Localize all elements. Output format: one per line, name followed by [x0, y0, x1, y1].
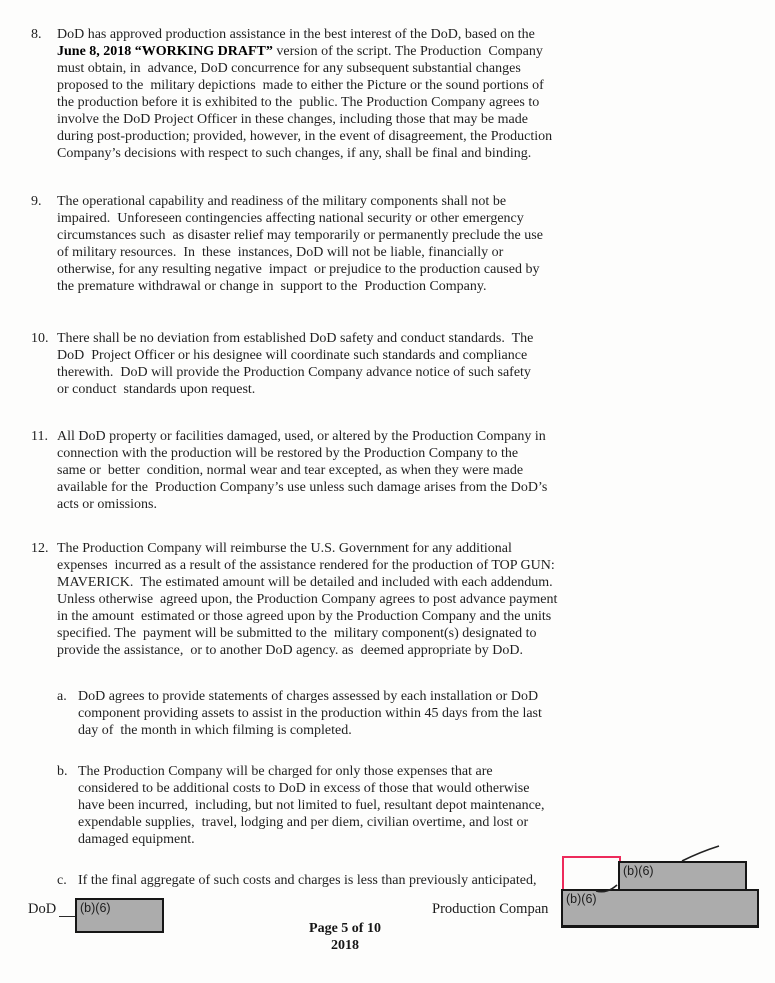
paragraph-line: connection with the production will be restored by the Production Company to the [57, 446, 519, 461]
redaction-exemption-label: (b)(6) [80, 901, 111, 915]
paragraph-marker: 12. [31, 541, 49, 556]
paragraph-line: otherwise, for any resulting negative impact or prejudice to the production caused by [57, 262, 540, 277]
paragraph-marker: 10. [31, 331, 49, 346]
paragraph-line: The Production Company will be charged for only those expenses that are [78, 764, 493, 779]
dod-signature-label: DoD [28, 901, 57, 917]
paragraph-line: in the amount estimated or those agreed upon by the Production Company and the units [57, 609, 552, 624]
contract-paragraph [31, 540, 755, 659]
year-label: 2018 [331, 938, 359, 953]
paragraph-line: the premature withdrawal or change in support to the Production Company. [57, 279, 487, 294]
page-number: Page 5 of 10 [309, 921, 381, 936]
redaction-exemption-label: (b)(6) [623, 864, 654, 878]
contract-paragraph [31, 193, 755, 295]
paragraph-line: or conduct standards upon request. [57, 382, 256, 397]
paragraph-line: available for the Production Company’s use unless such damage arises from the DoD’s [57, 480, 548, 495]
production-company-signature-label: Production Compan [432, 901, 549, 917]
page-footer [260, 920, 430, 954]
dod-signature-redaction [75, 898, 164, 933]
paragraph-marker: a. [57, 689, 67, 704]
paragraph-line: component providing assets to assist in the production within 45 days from the last [78, 706, 542, 721]
paragraph-line: Unless otherwise agreed upon, the Production Company agrees to post advance payment [57, 592, 558, 607]
paragraph-line: acts or omissions. [57, 497, 157, 512]
paragraph-line: same or better condition, normal wear and tear excepted, as when they were made [57, 463, 524, 478]
paragraph-line: Company’s decisions with respect to such changes, if any, shall be final and binding. [57, 146, 532, 161]
paragraph-marker: 9. [31, 194, 42, 209]
paragraph-line: therewith. DoD will provide the Production Company advance notice of such safety [57, 365, 531, 380]
paragraph-marker: b. [57, 764, 68, 779]
paragraph-line: specified. The payment will be submitted to the military component(s) designated to [57, 626, 537, 641]
contract-paragraph [57, 763, 755, 848]
paragraph-line: DoD has approved production assistance in the best interest of the DoD, based on the [57, 27, 535, 42]
paragraph-line: The Production Company will reimburse the U.S. Government for any additional [57, 541, 512, 556]
redaction-annotation-box [562, 856, 621, 892]
paragraph-line: impaired. Unforeseen contingencies affecting national security or other emergency [57, 211, 524, 226]
paragraph-line: DoD Project Officer or his designee will coordinate such standards and compliance [57, 348, 528, 363]
contract-body [31, 26, 755, 889]
contract-paragraph [31, 26, 755, 162]
paragraph-line: June 8, 2018 “WORKING DRAFT” version of the script. The Production Company [57, 44, 543, 59]
contract-paragraph [31, 330, 755, 398]
paragraph-line: must obtain, in advance, DoD concurrence for any subsequent substantial changes [57, 61, 521, 76]
paragraph-line: involve the DoD Project Officer in these changes, including those that may be made [57, 112, 528, 127]
paragraph-line: The operational capability and readiness of the military components shall not be [57, 194, 507, 209]
paragraph-line: expendable supplies, travel, lodging and per diem, civilian overtime, and lost or [78, 815, 529, 830]
paragraph-line: MAVERICK. The estimated amount will be detailed and included with each addendum. [57, 575, 553, 590]
paragraph-line: circumstances such as disaster relief may temporarily or permanently preclude the use [57, 228, 543, 243]
paragraph-line: day of the month in which filming is completed. [78, 723, 352, 738]
paragraph-line: the production before it is exhibited to the public. The Production Company agrees to [57, 95, 540, 110]
paragraph-line: If the final aggregate of such costs and charges is less than previously anticipated, [78, 873, 537, 888]
paragraph-line: during post-production; provided, however, in the event of disagreement, the Production [57, 129, 553, 144]
paragraph-line: damaged equipment. [78, 832, 195, 847]
paragraph-line: expenses incurred as a result of the assistance rendered for the production of TOP GUN: [57, 558, 555, 573]
paragraph-line: proposed to the military depictions made to either the Picture or the sound portions of [57, 78, 544, 93]
redaction-exemption-label: (b)(6) [566, 892, 597, 906]
paragraph-line: of military resources. In these instances, DoD will not be liable, financially or [57, 245, 504, 260]
paragraph-line: There shall be no deviation from established DoD safety and conduct standards. The [57, 331, 534, 346]
paragraph-line: considered to be additional costs to DoD in excess of those that would otherwise [78, 781, 530, 796]
paragraph-line: provide the assistance, or to another DoD agency. as deemed appropriate by DoD. [57, 643, 523, 658]
paragraph-line: have been incurred, including, but not limited to fuel, resultant depot maintenance, [78, 798, 545, 813]
paragraph-marker: 8. [31, 27, 42, 42]
paragraph-marker: 11. [31, 429, 48, 444]
paragraph-line: All DoD property or facilities damaged, used, or altered by the Production Company in [57, 429, 546, 444]
contract-paragraph [57, 688, 755, 739]
paragraph-line: DoD agrees to provide statements of charges assessed by each installation or DoD [78, 689, 539, 704]
paragraph-marker: c. [57, 873, 67, 888]
contract-paragraph [31, 428, 755, 513]
production-signature-redaction-bottom [561, 889, 759, 928]
